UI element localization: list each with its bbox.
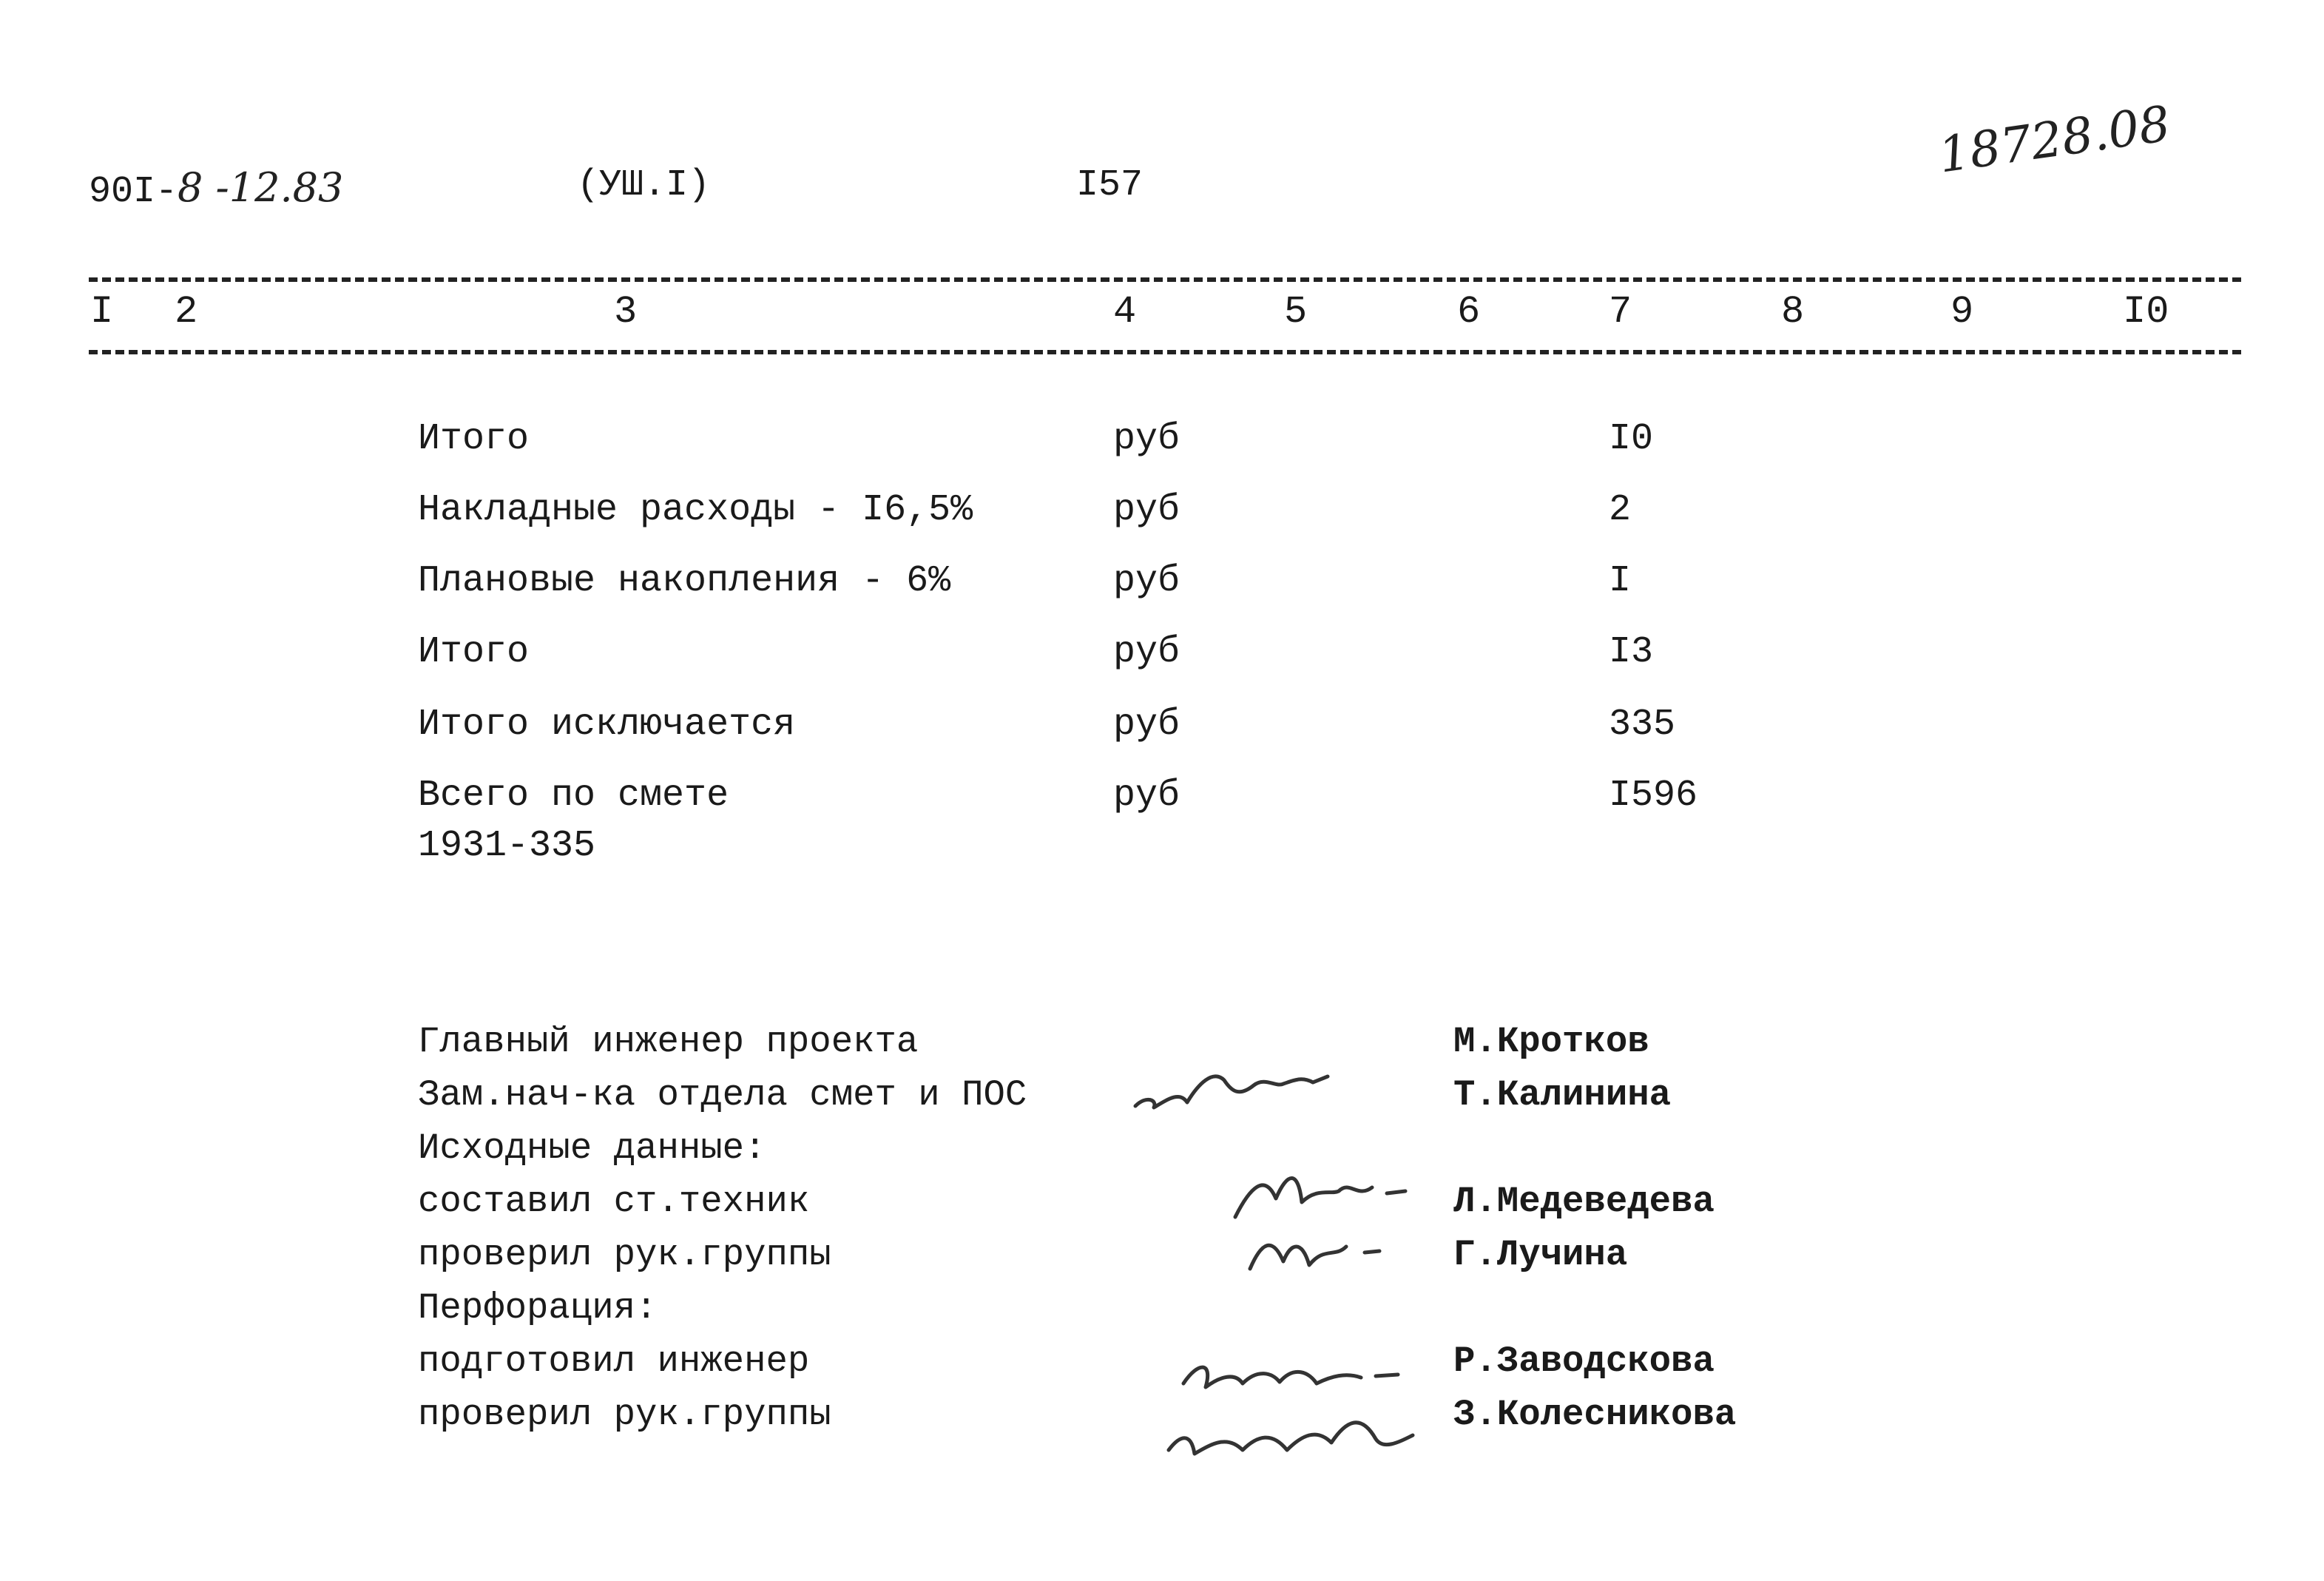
column-number: 7: [1609, 290, 1632, 334]
row-label: Итого: [418, 418, 530, 460]
handwritten-signature: [1161, 1332, 1450, 1487]
header-top-rule: [89, 277, 2241, 282]
column-number: 2: [175, 290, 198, 334]
column-number: I: [90, 290, 114, 334]
column-number: 9: [1950, 290, 1974, 334]
handwritten-signature: [1220, 1158, 1428, 1291]
signature-role: подготовил инженер: [418, 1341, 810, 1382]
row-value: I596: [1609, 775, 1698, 817]
signature-role: составил ст.техник: [418, 1181, 810, 1222]
signature-name: Р.Заводскова: [1453, 1341, 1715, 1382]
signature-role: Зам.нач-ка отдела смет и ПОС: [418, 1074, 1027, 1116]
signature-section-heading: Перфорация:: [418, 1287, 658, 1329]
document-code-prefix: 90I-: [89, 171, 178, 213]
archive-number-handwritten: 18728.08: [1935, 95, 2174, 184]
signature-name: Т.Калинина: [1453, 1074, 1672, 1116]
signature-section-heading: Исходные данные:: [418, 1127, 766, 1169]
calculation-note: 1931-335: [418, 825, 596, 867]
signature-name: Л.Медеведева: [1453, 1181, 1715, 1222]
signature-name: З.Колесникова: [1453, 1394, 1737, 1435]
row-unit: руб: [1113, 631, 1180, 673]
signature-role: проверил рук.группы: [418, 1394, 831, 1435]
row-label: Плановые накопления - 6%: [418, 560, 951, 602]
header-bottom-rule: [89, 350, 2241, 354]
signature-role: Главный инженер проекта: [418, 1021, 919, 1062]
signature-name: Г.Лучина: [1453, 1234, 1628, 1275]
column-number: 4: [1113, 290, 1137, 334]
page-number: I57: [1076, 164, 1144, 206]
row-unit: руб: [1113, 704, 1180, 746]
row-label: Итого: [418, 631, 530, 673]
row-unit: руб: [1113, 489, 1180, 531]
handwritten-signature: [1128, 1054, 1350, 1121]
row-label: Накладные расходы - I6,5%: [418, 489, 973, 531]
signature-name: М.Кротков: [1453, 1021, 1649, 1062]
section-number: (УШ.I): [577, 164, 711, 206]
row-label: Итого исключается: [418, 704, 796, 746]
document-code-handwritten: 8 -12.83: [178, 164, 344, 211]
row-value: 2: [1609, 489, 1632, 531]
row-unit: руб: [1113, 418, 1180, 460]
column-number: 6: [1457, 290, 1481, 334]
row-value: I: [1609, 560, 1632, 602]
row-label: Всего по смете: [418, 775, 729, 817]
row-value: I3: [1609, 631, 1654, 673]
signature-role: проверил рук.группы: [418, 1234, 831, 1275]
column-number: I0: [2123, 290, 2169, 334]
column-number: 5: [1284, 290, 1308, 334]
row-value: 335: [1609, 704, 1676, 746]
row-value: I0: [1609, 418, 1654, 460]
row-unit: руб: [1113, 560, 1180, 602]
row-unit: руб: [1113, 775, 1180, 817]
column-number: 8: [1781, 290, 1805, 334]
document-code: [89, 164, 343, 213]
column-number: 3: [614, 290, 638, 334]
